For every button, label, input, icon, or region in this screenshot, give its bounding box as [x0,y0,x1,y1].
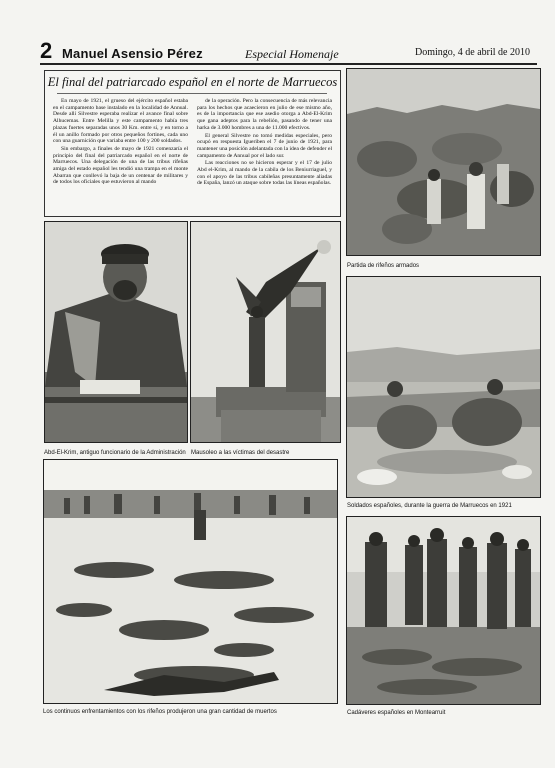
caption-corpses: Cadáveres españoles en Montearruit [347,710,446,716]
article-paragraph: En mayo de 1921, el grueso del ejército español estaba en el campamento base instalado en la localidad de Annual. Desde allí Silvestre esperaba realizar el avance final sobre Alhucemas. Entre Melilla y este campamento había tres plazas fuertes separadas unos 30 Km. entre sí, y en torno a él un anillo formado por otros pequeños fortines, cada uno con una guarnición que variaba entre 100 y 200 soldados. [53,98,188,145]
article-column-left [53,98,188,187]
article-paragraph: El general Silvestre no tomó medidas especiales, pero ocupó en respuesta Igueriben el 7 de junio de 1921, para mantener una posición adelantada con la idea de defender el campamento de Annual por el lado sur. [197,132,332,159]
photo-mausoleum [190,221,341,443]
article-box [44,70,341,217]
header-rule [40,63,537,65]
article-paragraph: de la operación. Pero la consecuencia de más relevancia para los hechos que acaecieron en julio de ese mismo año, es de la importancia que ese asedio otorga a Abd-El-Krim que gana adeptos para la rebelión, pasando de tener una harka de 3.000 hombres a una de 11.000 efectivos. [197,98,332,131]
caption-soldiers: Soldados españoles, durante la guerra de Marruecos en 1921 [347,503,512,509]
page-number: 2 [40,38,53,63]
author-name: Manuel Asensio Pérez [62,46,203,61]
photo-abd-el-krim [44,221,188,443]
photo-battlefield [43,459,338,704]
photo-riffians [346,68,541,256]
section-name: Especial Homenaje [245,47,339,61]
article-paragraph: Sin embargo, a finales de mayo de 1921 comenzaría el principio del final del patriarcado español en el norte de Marruecos. Una delegación de una de las tribus rifeñas amiga del estado español les tendió una trampa en el monte Abarran que conllevó la baja de un centenar de militares y de todos los oficiales que estuvieron al mando [53,145,188,186]
photo-spanish-soldiers [346,276,541,498]
caption-riffians: Partida de rifeños armados [347,263,420,269]
caption-battlefield: Los continuos enfrentamientos con los rifeños produjeron una gran cantidad de muertos [43,709,277,715]
article-column-right [197,98,332,188]
caption-mausoleum: Mausoleo a las víctimas del desastre [191,450,290,456]
title-underline [57,93,327,94]
caption-abd-el-krim: Abd-El-Krim, antiguo funcionario de la Administración [44,450,186,456]
article-paragraph: Las reacciones no se hicieron esperar y el 17 de julio Abd el-Krim, al mando de la cabila de los Beniurriaguel, y con el apoyo de las tribus cabileñas presuntamente aliadas de España, lanzó un ataque sobre todas las líneas españolas. [197,160,332,187]
page-header [40,38,540,66]
issue-date: Domingo, 4 de abril de 2010 [415,47,530,58]
article-title: El final del patriarcado español en el norte de Marruecos [47,75,338,89]
photo-montearruit [346,516,541,705]
